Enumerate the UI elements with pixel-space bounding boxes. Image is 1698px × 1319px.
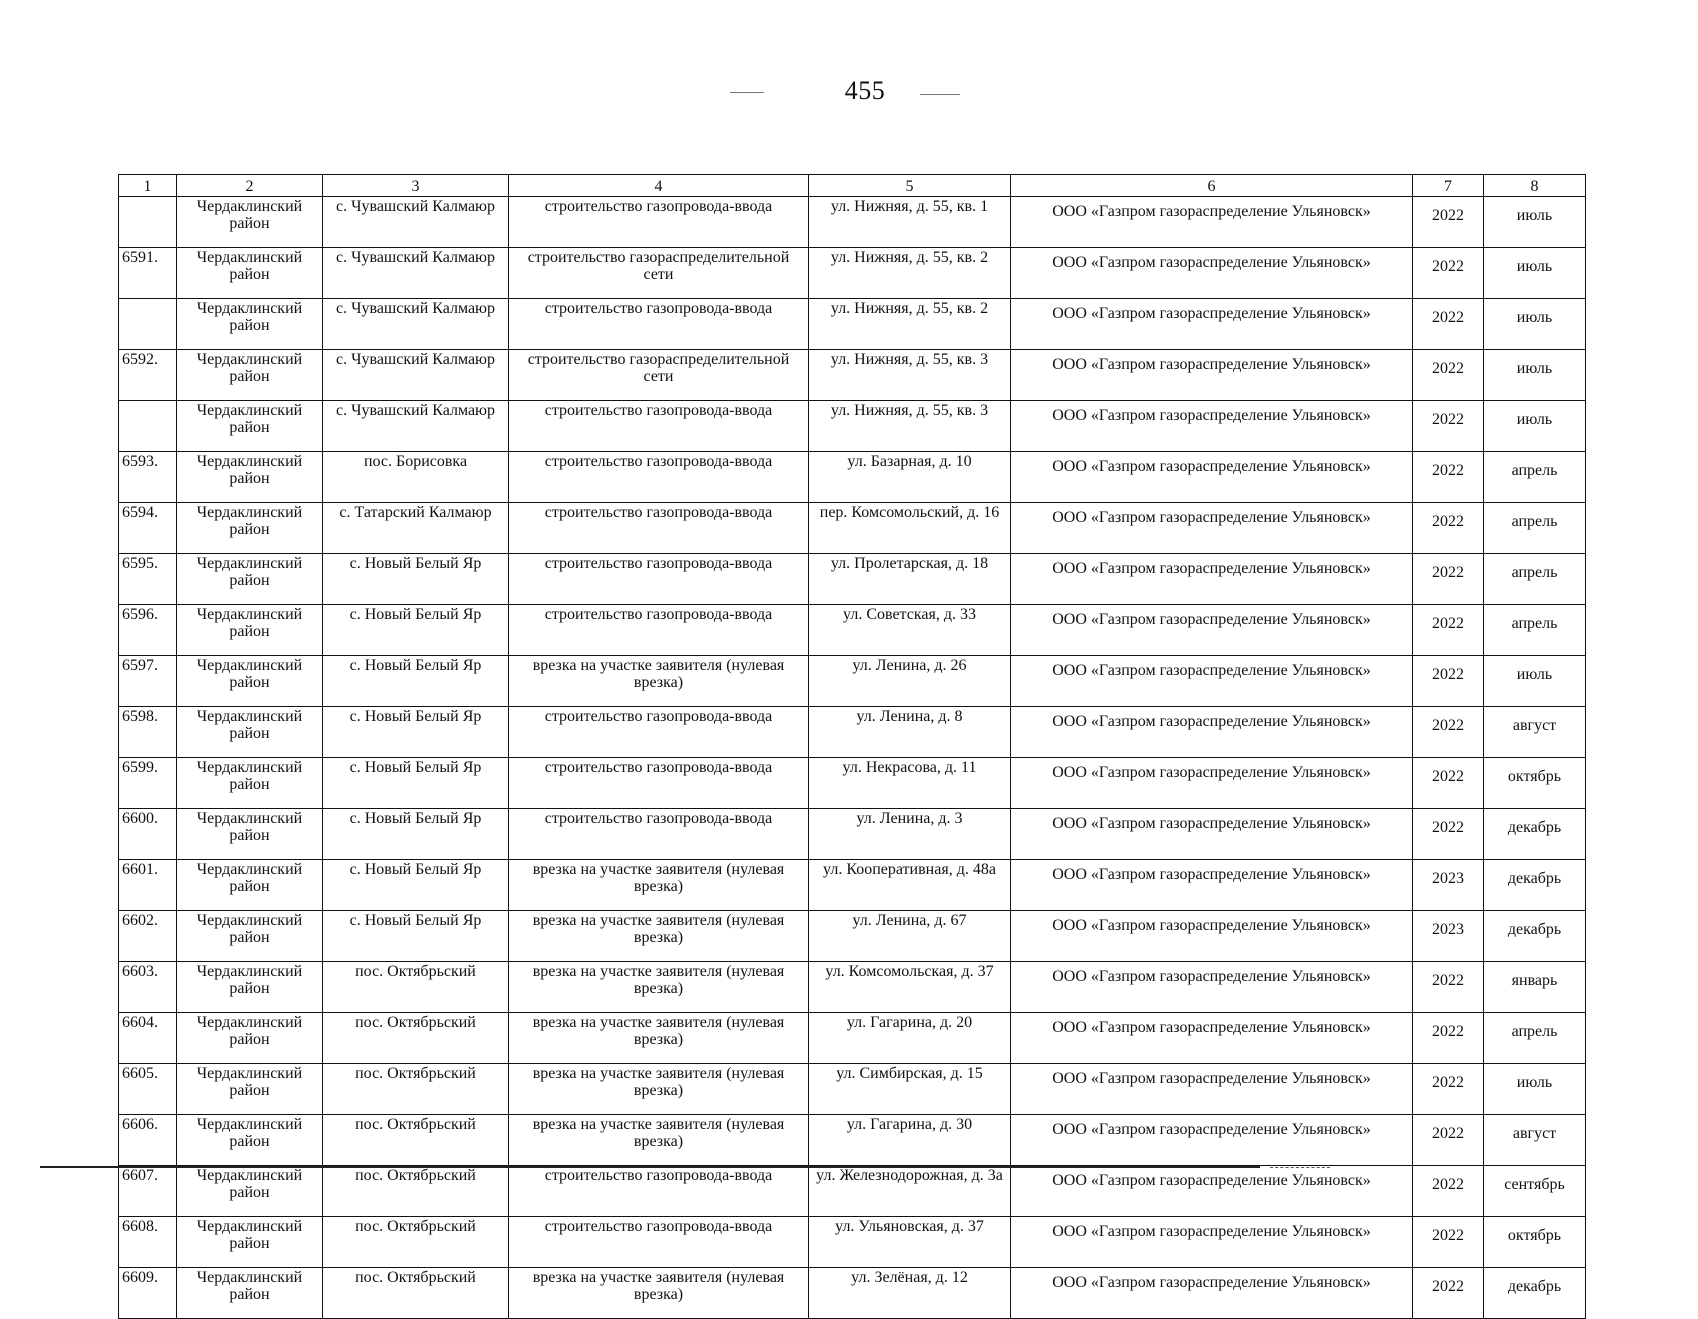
cell-month: декабрь	[1484, 809, 1586, 860]
cell-number: 6609.	[119, 1268, 177, 1319]
cell-district: Чердаклинский район	[177, 1217, 323, 1268]
cell-work-type: врезка на участке заявителя (нулевая врезка)	[509, 860, 809, 911]
cell-address: ул. Гагарина, д. 30	[809, 1115, 1011, 1166]
cell-month: январь	[1484, 962, 1586, 1013]
cell-organization: ООО «Газпром газораспределение Ульяновск»	[1011, 809, 1413, 860]
cell-number: 6603.	[119, 962, 177, 1013]
column-header: 3	[323, 175, 509, 197]
cell-year: 2022	[1413, 350, 1484, 401]
cell-organization: ООО «Газпром газораспределение Ульяновск»	[1011, 1064, 1413, 1115]
cell-organization: ООО «Газпром газораспределение Ульяновск»	[1011, 197, 1413, 248]
cell-settlement: с. Новый Белый Яр	[323, 707, 509, 758]
cell-address: ул. Пролетарская, д. 18	[809, 554, 1011, 605]
table-row	[119, 401, 1586, 452]
cell-month: июль	[1484, 1064, 1586, 1115]
cell-district: Чердаклинский район	[177, 350, 323, 401]
cell-settlement: с. Новый Белый Яр	[323, 809, 509, 860]
cell-district: Чердаклинский район	[177, 656, 323, 707]
cell-settlement: с. Новый Белый Яр	[323, 911, 509, 962]
cell-district: Чердаклинский район	[177, 1115, 323, 1166]
cell-month: октябрь	[1484, 1217, 1586, 1268]
cell-work-type: строительство газораспределительной сети	[509, 350, 809, 401]
cell-number: 6599.	[119, 758, 177, 809]
table-row	[119, 554, 1586, 605]
cell-number: 6596.	[119, 605, 177, 656]
cell-work-type: строительство газораспределительной сети	[509, 248, 809, 299]
table-row	[119, 911, 1586, 962]
cell-number	[119, 197, 177, 248]
cell-address: ул. Ленина, д. 3	[809, 809, 1011, 860]
cell-year: 2022	[1413, 401, 1484, 452]
column-header: 5	[809, 175, 1011, 197]
cell-month: июль	[1484, 350, 1586, 401]
cell-district: Чердаклинский район	[177, 197, 323, 248]
cell-number	[119, 299, 177, 350]
cell-settlement: с. Новый Белый Яр	[323, 860, 509, 911]
cell-work-type: строительство газопровода-ввода	[509, 554, 809, 605]
cell-address: ул. Нижняя, д. 55, кв. 3	[809, 401, 1011, 452]
cell-month: июль	[1484, 248, 1586, 299]
works-table	[118, 174, 1586, 1319]
cell-year: 2022	[1413, 656, 1484, 707]
cell-month: апрель	[1484, 605, 1586, 656]
cell-work-type: врезка на участке заявителя (нулевая врезка)	[509, 1268, 809, 1319]
cell-district: Чердаклинский район	[177, 860, 323, 911]
cell-district: Чердаклинский район	[177, 605, 323, 656]
table-row	[119, 1013, 1586, 1064]
cell-district: Чердаклинский район	[177, 962, 323, 1013]
cell-organization: ООО «Газпром газораспределение Ульяновск»	[1011, 554, 1413, 605]
cell-month: октябрь	[1484, 758, 1586, 809]
cell-work-type: строительство газопровода-ввода	[509, 197, 809, 248]
cell-month: июль	[1484, 197, 1586, 248]
cell-organization: ООО «Газпром газораспределение Ульяновск»	[1011, 299, 1413, 350]
page-number: 455	[844, 76, 886, 105]
cell-district: Чердаклинский район	[177, 1013, 323, 1064]
cell-organization: ООО «Газпром газораспределение Ульяновск»	[1011, 248, 1413, 299]
cell-year: 2023	[1413, 911, 1484, 962]
cell-work-type: строительство газопровода-ввода	[509, 809, 809, 860]
cell-year: 2022	[1413, 248, 1484, 299]
cell-organization: ООО «Газпром газораспределение Ульяновск»	[1011, 452, 1413, 503]
cell-district: Чердаклинский район	[177, 911, 323, 962]
cell-year: 2022	[1413, 299, 1484, 350]
table-row	[119, 452, 1586, 503]
cell-address: ул. Нижняя, д. 55, кв. 2	[809, 248, 1011, 299]
cell-work-type: врезка на участке заявителя (нулевая врезка)	[509, 1013, 809, 1064]
column-header: 7	[1413, 175, 1484, 197]
cell-settlement: пос. Октябрьский	[323, 1115, 509, 1166]
cell-month: апрель	[1484, 554, 1586, 605]
cell-work-type: строительство газопровода-ввода	[509, 452, 809, 503]
table-row	[119, 1115, 1586, 1166]
cell-number: 6604.	[119, 1013, 177, 1064]
cell-address: ул. Некрасова, д. 11	[809, 758, 1011, 809]
cell-address: ул. Нижняя, д. 55, кв. 3	[809, 350, 1011, 401]
cell-year: 2022	[1413, 707, 1484, 758]
cell-year: 2022	[1413, 554, 1484, 605]
cell-number: 6593.	[119, 452, 177, 503]
cell-number: 6608.	[119, 1217, 177, 1268]
cell-year: 2022	[1413, 1217, 1484, 1268]
cell-settlement: пос. Октябрьский	[323, 1013, 509, 1064]
cell-year: 2022	[1413, 605, 1484, 656]
cell-number: 6598.	[119, 707, 177, 758]
cell-address: ул. Зелёная, д. 12	[809, 1268, 1011, 1319]
cell-number: 6594.	[119, 503, 177, 554]
cell-settlement: пос. Борисовка	[323, 452, 509, 503]
cell-month: апрель	[1484, 503, 1586, 554]
cell-settlement: с. Чувашский Калмаюр	[323, 350, 509, 401]
table-row	[119, 1268, 1586, 1319]
cell-address: пер. Комсомольский, д. 16	[809, 503, 1011, 554]
cell-work-type: врезка на участке заявителя (нулевая врезка)	[509, 656, 809, 707]
cell-year: 2022	[1413, 1268, 1484, 1319]
cell-settlement: с. Татарский Калмаюр	[323, 503, 509, 554]
cell-organization: ООО «Газпром газораспределение Ульяновск»	[1011, 707, 1413, 758]
cell-year: 2022	[1413, 1115, 1484, 1166]
cell-settlement: пос. Октябрьский	[323, 1064, 509, 1115]
cell-work-type: строительство газопровода-ввода	[509, 401, 809, 452]
table-row	[119, 350, 1586, 401]
cell-district: Чердаклинский район	[177, 707, 323, 758]
column-header: 1	[119, 175, 177, 197]
cell-organization: ООО «Газпром газораспределение Ульяновск»	[1011, 503, 1413, 554]
table-row	[119, 707, 1586, 758]
cell-address: ул. Ульяновская, д. 37	[809, 1217, 1011, 1268]
cell-organization: ООО «Газпром газораспределение Ульяновск»	[1011, 605, 1413, 656]
cell-address: ул. Ленина, д. 67	[809, 911, 1011, 962]
cell-number	[119, 401, 177, 452]
cell-settlement: пос. Октябрьский	[323, 1268, 509, 1319]
cell-organization: ООО «Газпром газораспределение Ульяновск»	[1011, 1115, 1413, 1166]
table-row	[119, 197, 1586, 248]
column-header: 4	[509, 175, 809, 197]
cell-work-type: строительство газопровода-ввода	[509, 605, 809, 656]
cell-month: июль	[1484, 299, 1586, 350]
cell-organization: ООО «Газпром газораспределение Ульяновск»	[1011, 1013, 1413, 1064]
cell-address: ул. Нижняя, д. 55, кв. 2	[809, 299, 1011, 350]
cell-number: 6601.	[119, 860, 177, 911]
table-row	[119, 1064, 1586, 1115]
cell-settlement: с. Чувашский Калмаюр	[323, 248, 509, 299]
cell-organization: ООО «Газпром газораспределение Ульяновск»	[1011, 962, 1413, 1013]
table-row	[119, 860, 1586, 911]
cell-year: 2023	[1413, 860, 1484, 911]
table-row	[119, 605, 1586, 656]
table-row	[119, 503, 1586, 554]
cell-number: 6600.	[119, 809, 177, 860]
cell-month: декабрь	[1484, 1268, 1586, 1319]
table-row	[119, 1166, 1586, 1217]
cell-address: ул. Кооперативная, д. 48а	[809, 860, 1011, 911]
cell-month: июль	[1484, 656, 1586, 707]
cell-month: декабрь	[1484, 911, 1586, 962]
cell-year: 2022	[1413, 452, 1484, 503]
cell-address: ул. Ленина, д. 8	[809, 707, 1011, 758]
cell-work-type: врезка на участке заявителя (нулевая врезка)	[509, 1115, 809, 1166]
cell-work-type: врезка на участке заявителя (нулевая врезка)	[509, 911, 809, 962]
column-number-row	[119, 175, 1586, 197]
cell-settlement: с. Чувашский Калмаюр	[323, 197, 509, 248]
cell-month: сентябрь	[1484, 1166, 1586, 1217]
cell-year: 2022	[1413, 809, 1484, 860]
column-header: 8	[1484, 175, 1586, 197]
cell-work-type: строительство газопровода-ввода	[509, 758, 809, 809]
cell-month: август	[1484, 707, 1586, 758]
cell-settlement: с. Новый Белый Яр	[323, 656, 509, 707]
table-row	[119, 248, 1586, 299]
cell-settlement: с. Чувашский Калмаюр	[323, 401, 509, 452]
cell-district: Чердаклинский район	[177, 248, 323, 299]
cell-address: ул. Нижняя, д. 55, кв. 1	[809, 197, 1011, 248]
column-header: 6	[1011, 175, 1413, 197]
cell-year: 2022	[1413, 1166, 1484, 1217]
cell-organization: ООО «Газпром газораспределение Ульяновск»	[1011, 656, 1413, 707]
cell-district: Чердаклинский район	[177, 758, 323, 809]
scan-speck	[920, 94, 960, 95]
table-row	[119, 962, 1586, 1013]
cell-settlement: с. Новый Белый Яр	[323, 554, 509, 605]
cell-organization: ООО «Газпром газораспределение Ульяновск»	[1011, 350, 1413, 401]
table-row	[119, 809, 1586, 860]
cell-organization: ООО «Газпром газораспределение Ульяновск»	[1011, 401, 1413, 452]
cell-district: Чердаклинский район	[177, 1268, 323, 1319]
cell-organization: ООО «Газпром газораспределение Ульяновск»	[1011, 1268, 1413, 1319]
cell-district: Чердаклинский район	[177, 1166, 323, 1217]
cell-settlement: пос. Октябрьский	[323, 1217, 509, 1268]
cell-number: 6591.	[119, 248, 177, 299]
cell-month: апрель	[1484, 1013, 1586, 1064]
cell-settlement: пос. Октябрьский	[323, 1166, 509, 1217]
table-row	[119, 1217, 1586, 1268]
cell-organization: ООО «Газпром газораспределение Ульяновск»	[1011, 1217, 1413, 1268]
cell-year: 2022	[1413, 1013, 1484, 1064]
cell-settlement: с. Новый Белый Яр	[323, 758, 509, 809]
table-body	[119, 197, 1586, 1319]
table-row	[119, 758, 1586, 809]
table-row	[119, 299, 1586, 350]
cell-year: 2022	[1413, 962, 1484, 1013]
cell-district: Чердаклинский район	[177, 1064, 323, 1115]
cell-district: Чердаклинский район	[177, 809, 323, 860]
cell-number: 6592.	[119, 350, 177, 401]
cell-year: 2022	[1413, 197, 1484, 248]
cell-organization: ООО «Газпром газораспределение Ульяновск»	[1011, 860, 1413, 911]
cell-number: 6605.	[119, 1064, 177, 1115]
cell-district: Чердаклинский район	[177, 401, 323, 452]
cell-address: ул. Гагарина, д. 20	[809, 1013, 1011, 1064]
footer-rule-dashed	[1270, 1167, 1330, 1168]
cell-number: 6597.	[119, 656, 177, 707]
footer-rule	[40, 1166, 1260, 1168]
cell-month: декабрь	[1484, 860, 1586, 911]
cell-work-type: врезка на участке заявителя (нулевая врезка)	[509, 1064, 809, 1115]
cell-address: ул. Симбирская, д. 15	[809, 1064, 1011, 1115]
cell-district: Чердаклинский район	[177, 554, 323, 605]
cell-settlement: с. Новый Белый Яр	[323, 605, 509, 656]
cell-district: Чердаклинский район	[177, 503, 323, 554]
cell-month: июль	[1484, 401, 1586, 452]
column-header: 2	[177, 175, 323, 197]
cell-year: 2022	[1413, 503, 1484, 554]
cell-organization: ООО «Газпром газораспределение Ульяновск»	[1011, 1166, 1413, 1217]
cell-number: 6595.	[119, 554, 177, 605]
cell-work-type: строительство газопровода-ввода	[509, 1166, 809, 1217]
cell-work-type: строительство газопровода-ввода	[509, 299, 809, 350]
cell-district: Чердаклинский район	[177, 452, 323, 503]
cell-address: ул. Ленина, д. 26	[809, 656, 1011, 707]
scan-speck	[730, 92, 764, 93]
cell-number: 6606.	[119, 1115, 177, 1166]
cell-address: ул. Советская, д. 33	[809, 605, 1011, 656]
cell-organization: ООО «Газпром газораспределение Ульяновск»	[1011, 911, 1413, 962]
cell-settlement: пос. Октябрьский	[323, 962, 509, 1013]
cell-organization: ООО «Газпром газораспределение Ульяновск»	[1011, 758, 1413, 809]
cell-district: Чердаклинский район	[177, 299, 323, 350]
cell-year: 2022	[1413, 758, 1484, 809]
cell-month: август	[1484, 1115, 1586, 1166]
cell-work-type: врезка на участке заявителя (нулевая врезка)	[509, 962, 809, 1013]
cell-settlement: с. Чувашский Калмаюр	[323, 299, 509, 350]
cell-work-type: строительство газопровода-ввода	[509, 503, 809, 554]
table-row	[119, 656, 1586, 707]
cell-address: ул. Железнодорожная, д. 3а	[809, 1166, 1011, 1217]
cell-month: апрель	[1484, 452, 1586, 503]
cell-address: ул. Базарная, д. 10	[809, 452, 1011, 503]
cell-work-type: строительство газопровода-ввода	[509, 1217, 809, 1268]
cell-year: 2022	[1413, 1064, 1484, 1115]
cell-number: 6607.	[119, 1166, 177, 1217]
cell-number: 6602.	[119, 911, 177, 962]
cell-address: ул. Комсомольская, д. 37	[809, 962, 1011, 1013]
cell-work-type: строительство газопровода-ввода	[509, 707, 809, 758]
